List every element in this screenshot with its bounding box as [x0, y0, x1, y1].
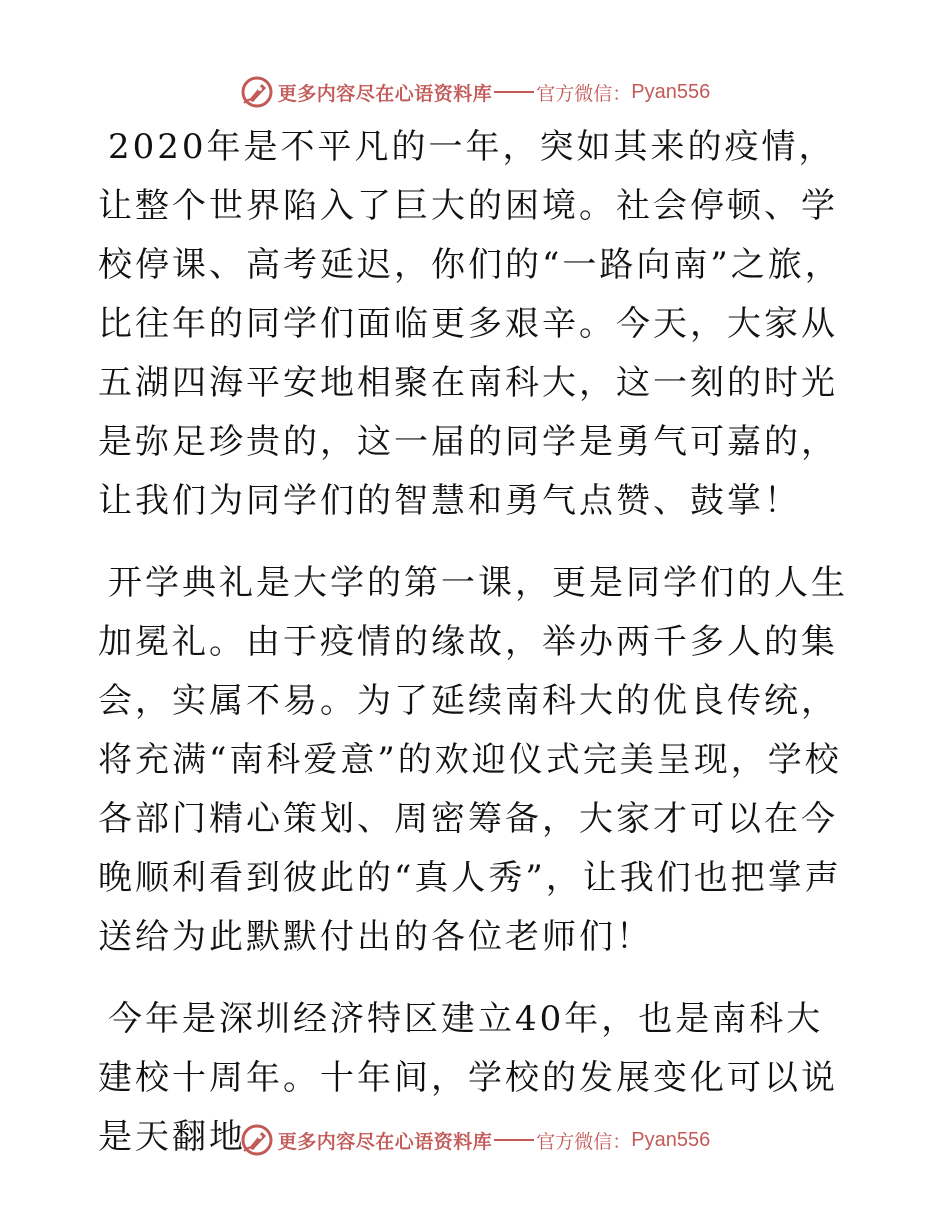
footer-banner — [0, 1120, 950, 1160]
header-wechat-handle: Pyan556 — [631, 80, 711, 103]
pen-nib-logo-icon — [240, 75, 274, 109]
header-wechat-label: 官方微信： — [536, 82, 632, 105]
paragraph-3: 今年是深圳经济特区建立40年，也是南科大建校十周年。十年间，学校的发展变化可以说是天翻地 — [98, 999, 838, 1157]
footer-dash — [494, 1139, 534, 1141]
footer-wechat-label: 官方微信： — [536, 1130, 632, 1153]
paragraph-2: 开学典礼是大学的第一课，更是同学们的人生加冕礼。由于疫情的缘故，举办两千多人的集会，实属不易。为了延续南科大的优良传统，将充满“南科爱意”的欢迎仪式完美呈现，学校各部门精心策划、周密筹备，大家才可以在今晚顺利看到彼此的“真人秀”，让我们也把掌声送给为此默默付出的各位老师们！ — [98, 563, 848, 957]
header-brand-text: 更多内容尽在心语资料库 — [277, 82, 493, 105]
pen-nib-logo-icon — [240, 1123, 274, 1157]
header-banner — [0, 72, 950, 112]
paragraph-1: 2020年是不平凡的一年，突如其来的疫情，让整个世界陷入了巨大的困境。社会停顿、学校停课、高考延迟，你们的“一路向南”之旅，比往年的同学们面临更多艰辛。今天，大家从五湖四海平安地相聚在南科大，这一刻的时光是弥足珍贵的，这一届的同学是勇气可嘉的，让我们为同学们的智慧和勇气点赞、鼓掌！ — [98, 127, 842, 521]
header-dash — [494, 91, 534, 93]
footer-wechat-handle: Pyan556 — [631, 1128, 711, 1151]
footer-brand-text: 更多内容尽在心语资料库 — [277, 1130, 493, 1153]
document-body — [98, 118, 858, 1190]
